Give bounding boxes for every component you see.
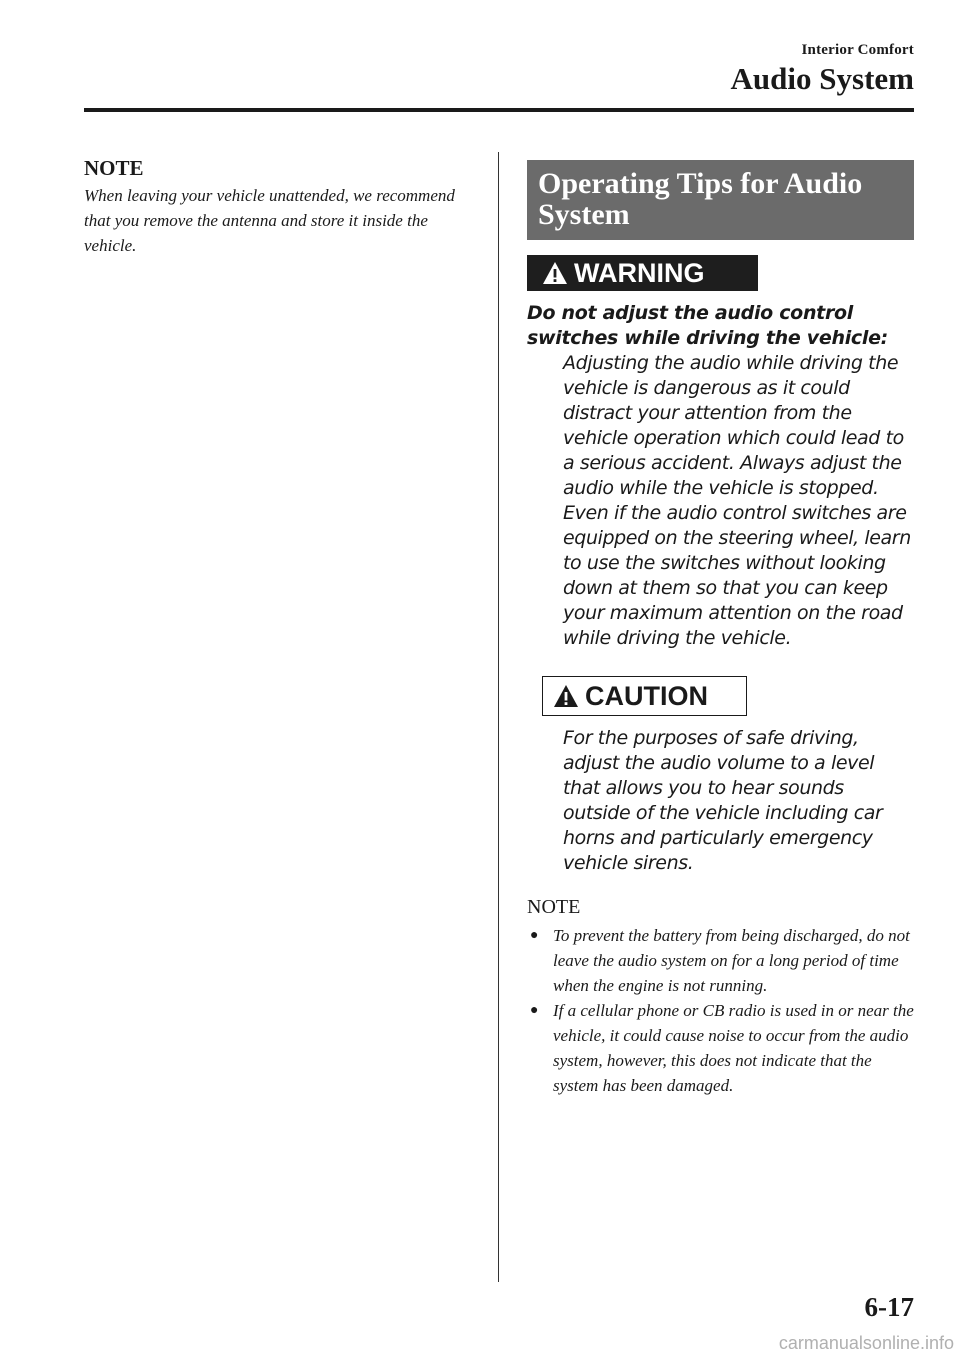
note-heading: NOTE xyxy=(84,156,144,180)
caution-label: CAUTION xyxy=(585,680,708,711)
list-item xyxy=(527,923,914,998)
left-column xyxy=(84,156,474,258)
right-column xyxy=(527,160,914,1098)
list-item xyxy=(527,998,914,1098)
caution-label-box xyxy=(542,676,747,716)
section-title: Operating Tips for Audio System xyxy=(527,160,914,240)
list-item-text: If a cellular phone or CB radio is used in or near the vehicle, it could cause noise to occur from the audio system, however, this does not indicate that the system has been damaged. xyxy=(553,1001,914,1095)
note-heading: NOTE xyxy=(527,896,581,918)
note-section xyxy=(527,896,914,1098)
caution-body: For the purposes of safe driving, adjust the audio volume to a level that allows you to hear sounds outside of the vehicle including car horns and particularly emergency vehicle sirens. xyxy=(563,727,883,874)
header-title: Audio System xyxy=(730,61,914,96)
warning-triangle-icon xyxy=(542,261,568,285)
note-text: When leaving your vehicle unattended, we recommend that you remove the antenna and store it inside the vehicle. xyxy=(84,186,455,255)
bullet-icon: ● xyxy=(530,928,539,943)
warning-label-box xyxy=(527,255,758,291)
warning-triangle-icon xyxy=(553,684,579,708)
column-divider xyxy=(498,152,499,1282)
note-list xyxy=(527,923,914,1098)
watermark: carmanualsonline.info xyxy=(778,1333,954,1353)
page-header xyxy=(731,42,914,97)
header-section-name: Interior Comfort xyxy=(801,42,914,58)
bullet-icon: ● xyxy=(530,1003,539,1018)
list-item-text: To prevent the battery from being discharged, do not leave the audio system on for a long period of time when the engine is not running. xyxy=(553,926,910,995)
header-rule xyxy=(84,108,914,112)
warning-label: WARNING xyxy=(574,257,705,288)
warning-lead: Do not adjust the audio control switches while driving the vehicle: xyxy=(527,302,888,349)
page-number: 6-17 xyxy=(864,1292,914,1322)
warning-body: Adjusting the audio while driving the vehicle is dangerous as it could distract your attention from the vehicle operation which could lead to a serious accident. Always adjust the audio while the vehicle is stopped. Even if the audio control switches are equipped on the steering wheel, learn to use the switches without looking down at them so that you can keep your maximum attention on the road while driving the vehicle. xyxy=(563,352,911,649)
